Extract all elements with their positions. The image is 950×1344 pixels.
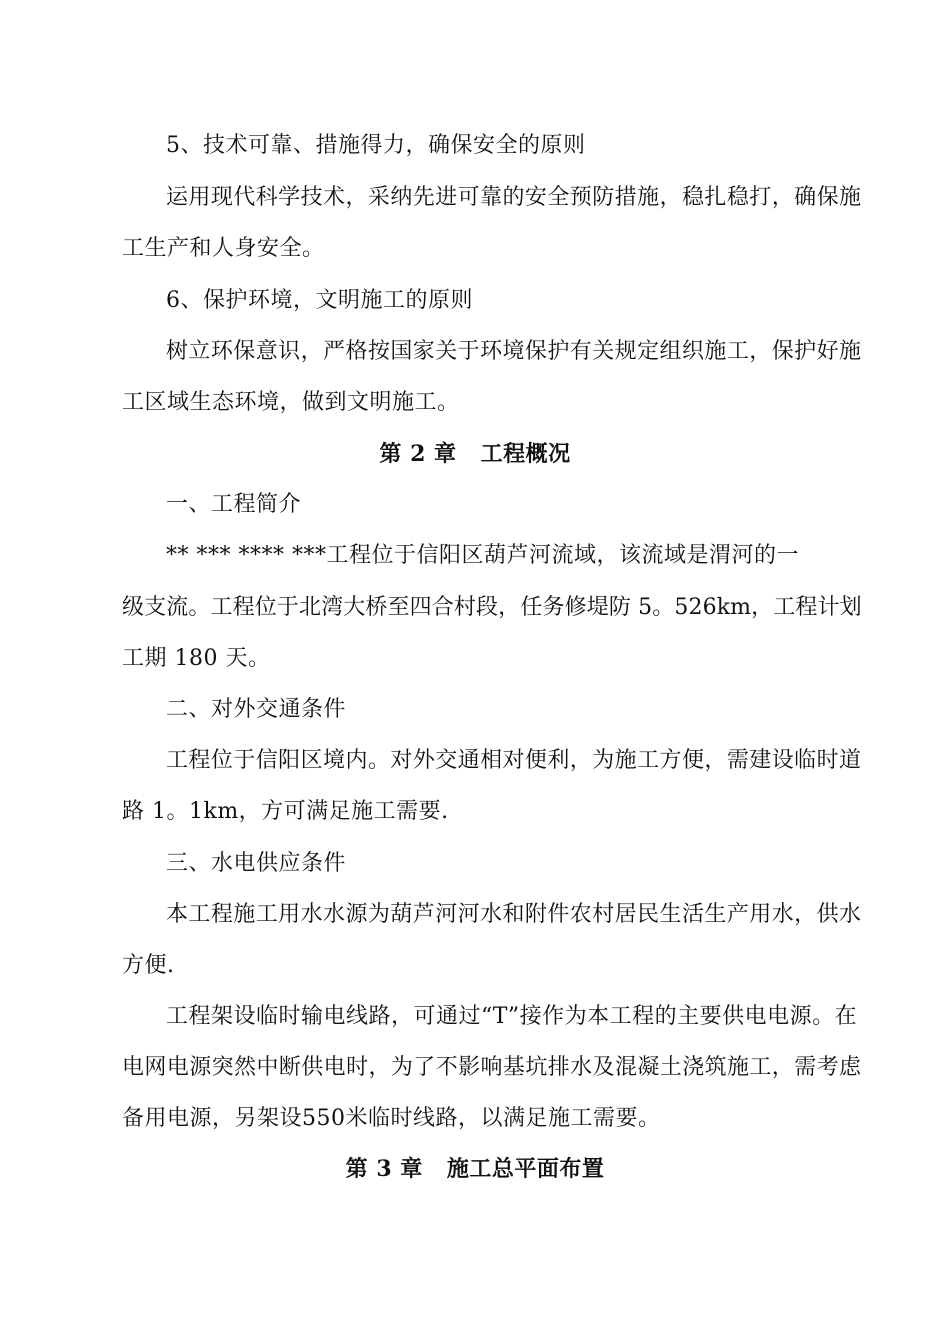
- subsection-3-body-line-2: 方便.: [122, 953, 175, 978]
- chapter-3-number: 第 3 章: [345, 1156, 423, 1182]
- subsection-2-title: 二、对外交通条件: [166, 697, 347, 722]
- subsection-2-body-line-1: 工程位于信阳区境内。对外交通相对便利，为施工方便，需建设临时道: [166, 748, 862, 773]
- section-5-body-line-1: 运用现代科学技术，采纳先进可靠的安全预防措施，稳扎稳打，确保施: [166, 185, 862, 210]
- chapter-2-heading: [0, 441, 950, 467]
- subsection-1-body-line-3: 工期 180 天。: [122, 646, 271, 671]
- subsection-3-body-line-4: 电网电源突然中断供电时，为了不影响基坑排水及混凝土浇筑施工，需考虑: [122, 1055, 862, 1080]
- section-6-body-line-2: 工区域生态环境，做到文明施工。: [122, 390, 460, 415]
- subsection-1-body-line-2: 级支流。工程位于北湾大桥至四合村段，任务修堤防 5。526km，工程计划: [122, 595, 862, 620]
- chapter-2-number: 第 2 章: [379, 441, 457, 467]
- subsection-3-title: 三、水电供应条件: [166, 851, 347, 876]
- subsection-2-body-line-2: 路 1。1km，方可满足施工需要.: [122, 799, 449, 824]
- chapter-3-heading: [0, 1156, 950, 1182]
- subsection-1-title: 一、工程简介: [166, 492, 302, 517]
- subsection-1-body-line-1: ** *** **** ***工程位于信阳区葫芦河流域，该流域是渭河的一: [166, 543, 799, 568]
- section-6-body-line-1: 树立环保意识，严格按国家关于环境保护有关规定组织施工，保护好施: [166, 339, 862, 364]
- chapter-2-title: 工程概况: [480, 441, 571, 467]
- subsection-3-body-line-1: 本工程施工用水水源为葫芦河河水和附件农村居民生活生产用水，供水: [166, 902, 862, 927]
- section-6-title: 6、保护环境，文明施工的原则: [166, 288, 473, 313]
- section-5-body-line-2: 工生产和人身安全。: [122, 236, 325, 261]
- section-5-title: 5、技术可靠、措施得力，确保安全的原则: [166, 133, 586, 158]
- subsection-3-body-line-5: 备用电源，另架设550米临时线路，以满足施工需要。: [122, 1106, 661, 1131]
- subsection-3-body-line-3: 工程架设临时输电线路，可通过“T”接作为本工程的主要供电电源。在: [166, 1004, 858, 1029]
- chapter-3-title: 施工总平面布置: [446, 1156, 605, 1182]
